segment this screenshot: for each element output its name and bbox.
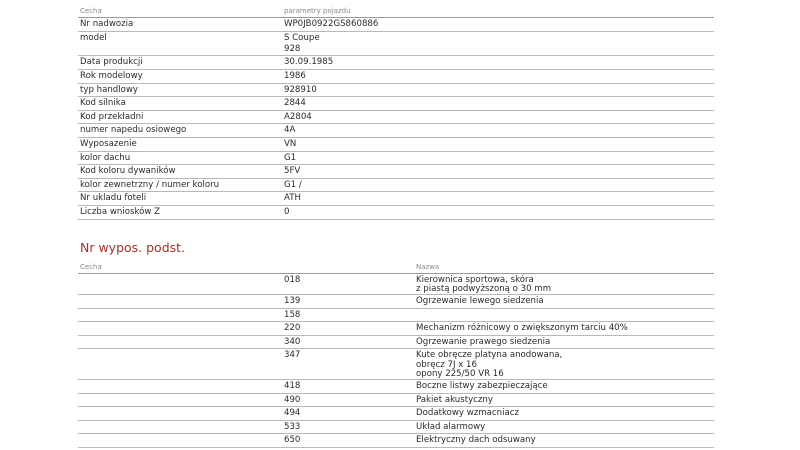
row-value: 0 [284, 206, 290, 217]
table-row [78, 32, 714, 57]
equipment-table-header [78, 260, 714, 274]
vehicle-parameters-table [78, 0, 714, 220]
row-value: G1 [284, 152, 297, 163]
row-value: 30.09.1985 [284, 57, 334, 68]
row-feature [78, 409, 284, 420]
row-name: Kute obręcze platyna anodowana, obręcz 7J x 16 opony 225/50 VR 16 [416, 350, 563, 379]
row-label: Wyposazenie [80, 138, 137, 149]
table-row [78, 97, 714, 111]
row-feature [78, 276, 284, 294]
table-row [78, 380, 714, 394]
row-value: VN [284, 138, 297, 149]
row-name [416, 311, 714, 322]
equipment-section-title: Nr wypos. podst. [80, 239, 186, 255]
row-label: model [80, 32, 107, 43]
row-label: kolor zewnetrzny / numer koloru [80, 179, 220, 190]
row-value: G1 / [284, 179, 302, 190]
row-name: Dodatkowy wzmacniacz [416, 408, 519, 419]
table-row [78, 124, 714, 138]
equipment-table [78, 260, 714, 448]
table-row [78, 421, 714, 435]
row-value: 2844 [284, 98, 306, 109]
table-row [78, 309, 714, 323]
content [78, 0, 714, 448]
row-value: A2804 [284, 111, 312, 122]
table-row [78, 84, 714, 98]
row-label: Data produkcji [80, 57, 143, 68]
row-value: 4A [284, 125, 296, 136]
row-label: Nr ukladu foteli [80, 193, 147, 204]
row-feature [78, 382, 284, 393]
row-value: WP0JB0922GS860886 [284, 19, 379, 29]
row-label: numer napedu osiowego [80, 125, 187, 136]
row-label: typ handlowy [80, 84, 139, 95]
table-row [78, 70, 714, 84]
row-name: Układ alarmowy [416, 421, 486, 432]
row-feature [78, 396, 284, 407]
table-row [78, 295, 714, 309]
row-value: 5FV [284, 166, 301, 177]
table-row [78, 152, 714, 166]
table-row [78, 179, 714, 193]
row-name: Elektryczny dach odsuwany [416, 435, 536, 446]
row-feature [78, 351, 284, 379]
row-label: Rok modelowy [80, 71, 143, 81]
row-code: 533 [284, 421, 301, 432]
row-feature [78, 311, 284, 322]
table-row [78, 56, 714, 70]
header-feature: Cecha [80, 262, 102, 271]
table-row [78, 111, 714, 125]
row-value: 928910 [284, 84, 317, 95]
row-name: Boczne listwy zabezpieczające [416, 380, 548, 391]
table-row [78, 407, 714, 421]
row-label: kolor dachu [80, 152, 131, 163]
row-code: 650 [284, 435, 301, 446]
row-name: Mechanizm różnicowy o zwiększonym tarciu 40% [416, 323, 628, 334]
vehicle-table-header [78, 0, 714, 18]
row-code: 139 [284, 295, 301, 306]
row-value: S Coupe 928 [284, 32, 320, 54]
table-row [78, 274, 714, 295]
table-row [78, 349, 714, 380]
row-code: 220 [284, 323, 301, 334]
row-name: Ogrzewanie lewego siedzenia [416, 295, 544, 306]
row-code: 018 [284, 274, 301, 285]
row-feature [78, 324, 284, 335]
row-value: 1986 [284, 71, 306, 81]
row-code: 494 [284, 408, 301, 419]
row-value: ATH [284, 193, 301, 204]
row-name: Ogrzewanie prawego siedzenia [416, 336, 551, 347]
row-label: Liczba wniosków Z [80, 206, 161, 217]
row-code: 490 [284, 394, 301, 405]
header-feature: Cecha [80, 7, 102, 15]
row-code: 158 [284, 309, 301, 320]
table-row [78, 434, 714, 448]
row-code: 418 [284, 380, 301, 391]
row-label: Kod przekładni [80, 111, 144, 122]
row-feature [78, 338, 284, 349]
row-label: Kod silnika [80, 98, 126, 109]
table-row [78, 192, 714, 206]
row-label: Kod koloru dywaników [80, 166, 176, 177]
table-row [78, 394, 714, 408]
header-parameters: parametry pojazdu [284, 7, 351, 15]
table-row [78, 322, 714, 336]
table-row [78, 18, 714, 32]
row-code: 340 [284, 336, 301, 347]
table-row [78, 165, 714, 179]
row-feature [78, 297, 284, 308]
row-feature [78, 436, 284, 447]
row-feature [78, 423, 284, 434]
row-code: 347 [284, 350, 301, 361]
row-label: Nr nadwozia [80, 19, 134, 29]
table-row [78, 336, 714, 350]
row-name: Kierownica sportowa, skóra z piastą podwyższoną o 30 mm [416, 274, 552, 294]
table-row [78, 206, 714, 220]
row-name: Pakiet akustyczny [416, 394, 493, 405]
header-name: Nazwa [416, 262, 440, 271]
table-row [78, 138, 714, 152]
